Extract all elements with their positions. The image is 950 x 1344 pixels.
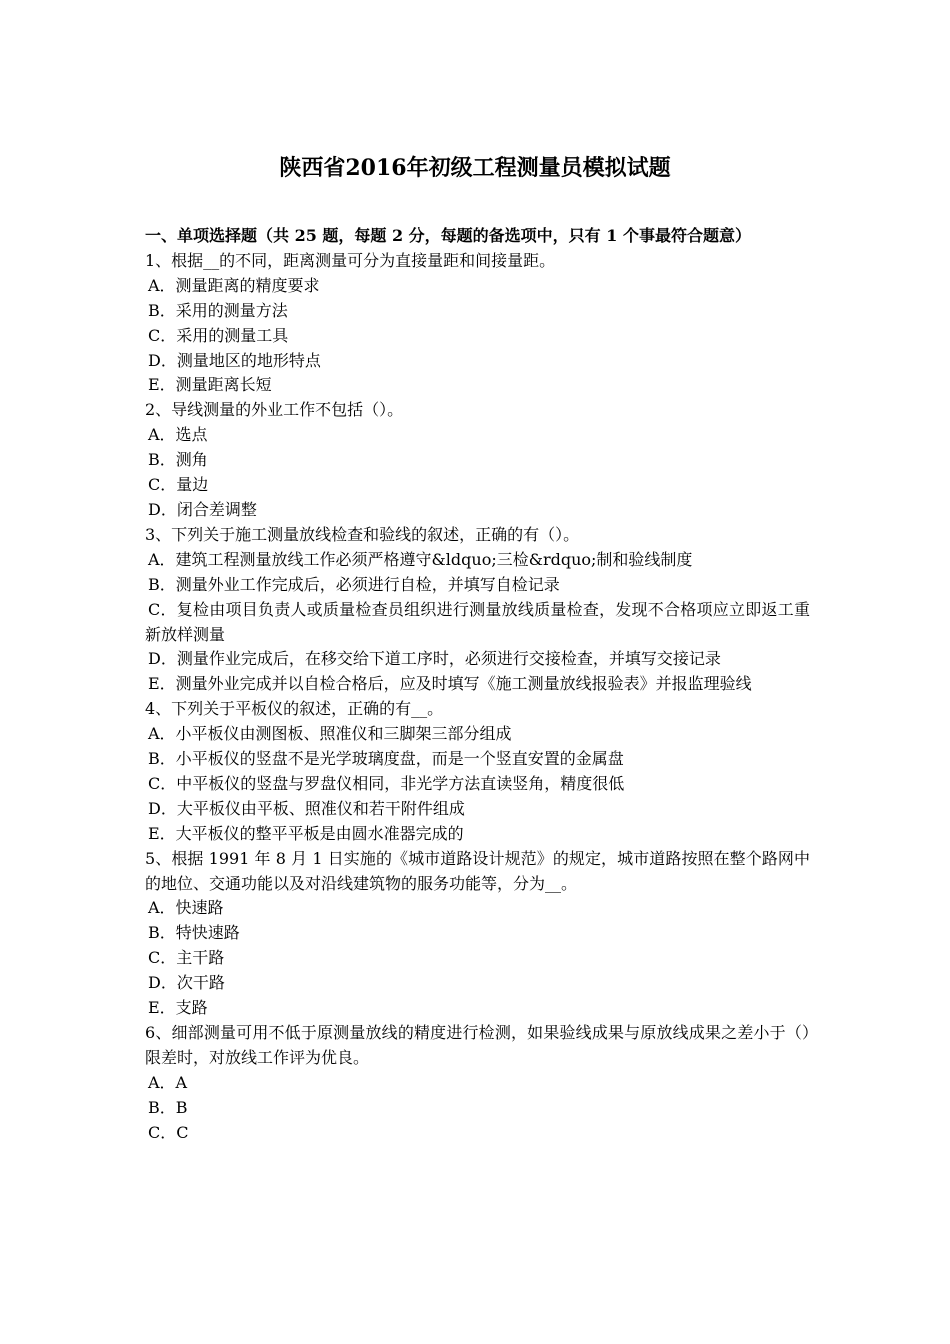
question-6 xyxy=(145,1021,810,1146)
option-b: B．B xyxy=(148,1097,188,1117)
option-e: E．测量外业完成并以自检合格后，应及时填写《施工测量放线报验表》并报监理验线 xyxy=(148,674,752,694)
option-b: B．小平板仪的竖盘不是光学玻璃度盘，而是一个竖直安置的金属盘 xyxy=(148,749,624,769)
question-stem: 2、导线测量的外业工作不包括（）。 xyxy=(145,400,404,420)
option-d: D．测量地区的地形特点 xyxy=(148,350,321,370)
question-3 xyxy=(145,523,810,697)
option-b: B．测量外业工作完成后，必须进行自检，并填写自检记录 xyxy=(148,574,560,594)
question-stem: 5、根据 1991 年 8 月 1 日实施的《城市道路设计规范》的规定，城市道路按照在整个路网中的地位、交通功能以及对沿线建筑物的服务功能等，分为__。 xyxy=(145,848,810,893)
option-e: E．测量距离长短 xyxy=(148,375,272,395)
option-d: D．测量作业完成后，在移交给下道工序时，必须进行交接检查，并填写交接记录 xyxy=(148,649,721,669)
option-b: B．特快速路 xyxy=(148,923,240,943)
option-a: A．A xyxy=(148,1072,188,1092)
option-d: D．次干路 xyxy=(148,973,225,993)
option-e: E．支路 xyxy=(148,998,208,1018)
question-stem: 6、细部测量可用不低于原测量放线的精度进行检测，如果验线成果与原放线成果之差小于（）限差时，对放线工作评为优良。 xyxy=(145,1023,810,1067)
option-b: B．采用的测量方法 xyxy=(148,300,288,320)
option-c: C．中平板仪的竖盘与罗盘仪相同，非光学方法直读竖角，精度很低 xyxy=(148,773,625,793)
question-stem: 1、根据__的不同，距离测量可分为直接量距和间接量距。 xyxy=(145,250,556,270)
option-d: D．闭合差调整 xyxy=(148,499,257,519)
question-4 xyxy=(145,697,810,846)
option-a: A．快速路 xyxy=(148,898,224,918)
question-stem: 3、下列关于施工测量放线检查和验线的叙述，正确的有（）。 xyxy=(145,524,580,544)
section-heading: 一、单项选择题（共 25 题，每题 2 分，每题的备选项中，只有 1 个事最符合题意） xyxy=(145,226,751,245)
option-c: C．采用的测量工具 xyxy=(148,325,289,345)
option-a: A．建筑工程测量放线工作必须严格遵守&ldquo;三检&rdquo;制和验线制度 xyxy=(148,549,693,569)
option-c: C．C xyxy=(148,1122,189,1142)
option-a: A．测量距离的精度要求 xyxy=(148,275,320,295)
option-d: D．大平板仪由平板、照准仪和若干附件组成 xyxy=(148,798,465,818)
question-1 xyxy=(145,249,810,398)
question-stem: 4、下列关于平板仪的叙述，正确的有__。 xyxy=(145,699,444,719)
option-c: C．复检由项目负责人或质量检查员组织进行测量放线质量检查，发现不合格项应立即返工重新放样测量 xyxy=(145,599,810,644)
option-a: A．小平板仪由测图板、照准仪和三脚架三部分组成 xyxy=(148,724,512,744)
option-e: E．大平板仪的整平平板是由圆水准器完成的 xyxy=(148,823,464,843)
option-a: A．选点 xyxy=(148,425,208,445)
document-body xyxy=(145,224,810,1146)
document-title: 陕西省2016年初级工程测量员模拟试题 xyxy=(279,155,671,181)
question-5 xyxy=(145,847,810,1021)
option-c: C．量边 xyxy=(148,475,209,495)
question-2 xyxy=(145,398,810,523)
option-c: C．主干路 xyxy=(148,948,225,968)
option-b: B．测角 xyxy=(148,450,208,470)
